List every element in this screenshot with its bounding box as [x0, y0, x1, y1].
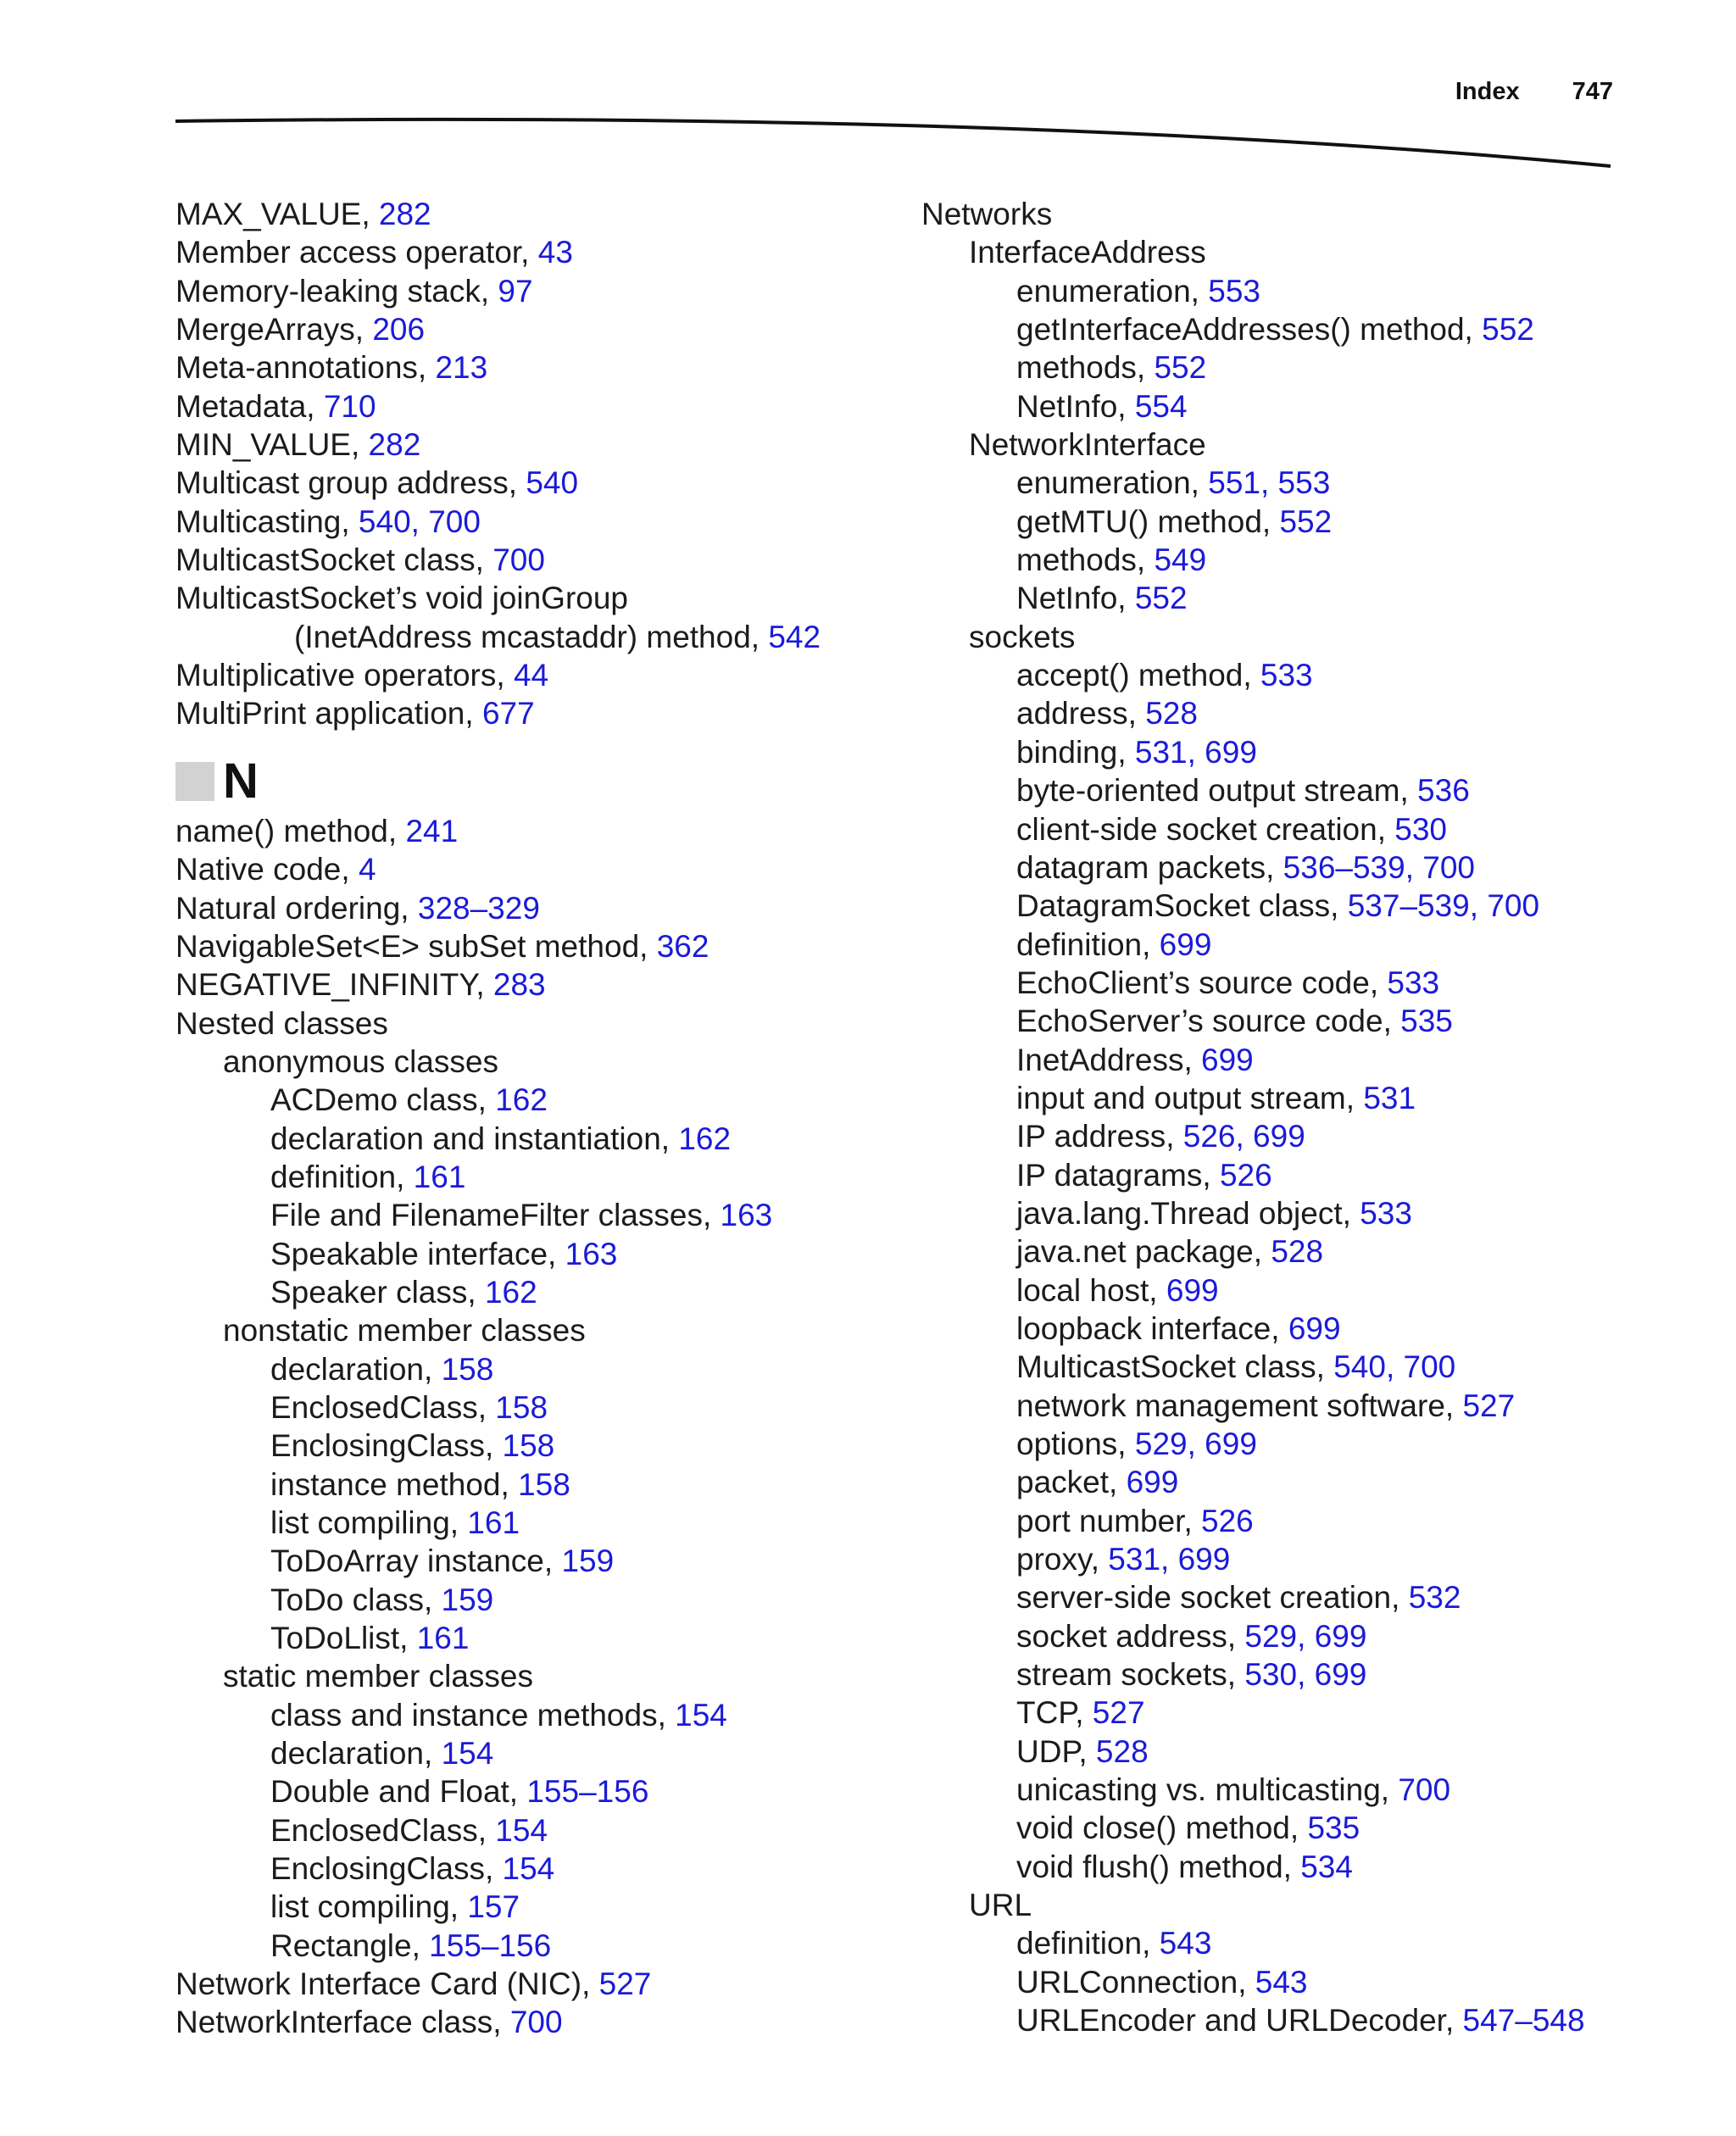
index-entry: [175, 1235, 921, 1273]
index-term: IP address,: [1016, 1119, 1183, 1154]
index-entry: [921, 464, 1684, 502]
index-entry: [175, 1004, 921, 1043]
index-term: EchoClient’s source code,: [1016, 965, 1388, 1000]
index-term: server-side socket creation,: [1016, 1580, 1409, 1616]
page-reference-link[interactable]: 533: [1260, 658, 1313, 693]
index-term: Nested classes: [175, 1005, 388, 1041]
index-entry: [921, 579, 1684, 617]
page-reference-link[interactable]: 536: [1417, 773, 1470, 809]
index-term: definition,: [1016, 926, 1160, 962]
page-reference-link[interactable]: 283: [492, 967, 546, 1003]
page-reference-link[interactable]: 162: [495, 1082, 548, 1118]
page-reference-link[interactable]: 552: [1482, 312, 1534, 348]
index-entry: [921, 541, 1684, 579]
index-entry: [921, 1232, 1684, 1271]
index-entry: [921, 1348, 1684, 1386]
index-entry: [921, 1271, 1684, 1310]
index-entry: [921, 1771, 1684, 1809]
index-entry: [175, 656, 921, 694]
index-entry: [175, 1158, 921, 1196]
index-entry: [921, 771, 1684, 809]
header-page-number: 747: [1572, 78, 1613, 105]
index-entry: [175, 310, 921, 348]
page-reference-link[interactable]: 699: [1126, 1465, 1179, 1500]
index-entry: [921, 1809, 1684, 1847]
index-entry: [175, 1196, 921, 1234]
index-term: anonymous classes: [223, 1043, 498, 1079]
index-list-n-entries: [175, 812, 921, 2042]
index-term: definition,: [270, 1159, 414, 1194]
index-entry: [921, 1655, 1684, 1694]
index-term: MIN_VALUE,: [175, 427, 369, 463]
index-entry: [921, 694, 1684, 732]
page-reference-link[interactable]: 553: [1208, 273, 1260, 309]
page-reference-link[interactable]: 530, 699: [1244, 1657, 1367, 1693]
index-term: NetInfo,: [1016, 581, 1135, 616]
page-reference-link[interactable]: 699: [1166, 1272, 1219, 1308]
index-entry: [175, 387, 921, 426]
page-reference-link[interactable]: 536–539, 700: [1283, 849, 1476, 885]
index-term: Network Interface Card (NIC),: [175, 1966, 599, 2002]
index-entry: [175, 1772, 921, 1811]
index-column-right: [921, 195, 1684, 2040]
index-entry: [175, 1504, 921, 1542]
index-entry: [921, 964, 1684, 1002]
index-entry: [175, 348, 921, 387]
index-term: ACDemo class,: [270, 1082, 496, 1118]
index-entry: [175, 233, 921, 271]
index-term: MultiPrint application,: [175, 696, 482, 731]
index-entry: [175, 927, 921, 965]
page-reference-link[interactable]: 206: [372, 312, 426, 348]
index-term: MulticastSocket class,: [1016, 1349, 1334, 1385]
index-term: ToDoLlist,: [270, 1621, 417, 1656]
page-reference-link[interactable]: 700: [509, 2005, 563, 2040]
index-entry: [921, 387, 1684, 426]
index-term: IP datagrams,: [1016, 1157, 1220, 1193]
page-reference-link[interactable]: 549: [1154, 542, 1207, 578]
index-term: getInterfaceAddresses() method,: [1016, 312, 1483, 348]
index-term: NetworkInterface class,: [175, 2005, 510, 2040]
page-reference-link[interactable]: 159: [561, 1544, 615, 1579]
index-entry: [921, 656, 1684, 694]
section-letter-heading: [175, 753, 921, 810]
page-reference-link[interactable]: 699: [1159, 926, 1212, 962]
page-reference-link[interactable]: 543: [1159, 1926, 1212, 1961]
page-reference-link[interactable]: 161: [413, 1159, 466, 1194]
index-term: accept() method,: [1016, 658, 1260, 693]
index-term: Multiplicative operators,: [175, 658, 514, 693]
index-entry: [175, 1696, 921, 1734]
index-list-networks-entries: [921, 195, 1684, 2040]
index-term: MergeArrays,: [175, 312, 373, 348]
index-term: port number,: [1016, 1503, 1202, 1538]
index-term: InetAddress,: [1016, 1042, 1202, 1077]
page-reference-link[interactable]: 154: [502, 1851, 555, 1887]
page-reference-link[interactable]: 554: [1134, 388, 1188, 424]
index-term: void close() method,: [1016, 1811, 1308, 1846]
index-term: list compiling,: [270, 1505, 468, 1540]
index-entry: [175, 1542, 921, 1580]
page-reference-link[interactable]: 532: [1408, 1580, 1461, 1616]
index-term: MAX_VALUE,: [175, 197, 379, 231]
index-term: MulticastSocket’s void joinGroup: [175, 581, 629, 616]
index-term: sockets: [969, 619, 1076, 654]
index-entry: [175, 812, 921, 850]
index-term: java.lang.Thread object,: [1016, 1195, 1360, 1231]
index-term: Rectangle,: [270, 1927, 430, 1963]
page-reference-link[interactable]: 4: [358, 852, 376, 887]
index-term: name() method,: [175, 813, 406, 848]
page-reference-link[interactable]: 157: [467, 1889, 520, 1925]
page-reference-link[interactable]: 677: [481, 696, 535, 731]
index-entry: [921, 1463, 1684, 1501]
index-entry: [175, 1427, 921, 1465]
page-reference-link[interactable]: 533: [1387, 965, 1440, 1000]
page-reference-link[interactable]: 534: [1300, 1849, 1353, 1884]
page-reference-link[interactable]: 700: [1398, 1772, 1451, 1808]
page-reference-link[interactable]: 540: [526, 465, 579, 501]
index-term: network management software,: [1016, 1388, 1463, 1423]
letter-heading-text: N: [223, 753, 259, 809]
index-entry: [921, 1387, 1684, 1425]
index-entry: [175, 1811, 921, 1850]
index-entry: [175, 426, 921, 464]
index-term: NetInfo,: [1016, 388, 1135, 424]
index-term: methods,: [1016, 350, 1155, 386]
index-entry: [921, 1002, 1684, 1040]
index-entry: [921, 1425, 1684, 1463]
index-entry: [921, 1578, 1684, 1616]
page-reference-link[interactable]: 44: [513, 658, 549, 693]
index-entry: [175, 272, 921, 310]
index-term: NEGATIVE_INFINITY,: [175, 967, 493, 1003]
index-term: definition,: [1016, 1926, 1160, 1961]
index-term: unicasting vs. multicasting,: [1016, 1772, 1399, 1808]
index-term: void flush() method,: [1016, 1849, 1301, 1884]
page-reference-link[interactable]: 531, 699: [1134, 734, 1257, 770]
index-term: proxy,: [1016, 1542, 1109, 1577]
index-entry: [921, 1886, 1684, 1924]
index-entry: [921, 1156, 1684, 1194]
index-entry: [175, 195, 921, 233]
index-entry: [921, 1194, 1684, 1232]
page-reference-link[interactable]: 213: [435, 350, 488, 386]
index-term: ToDo class,: [270, 1582, 442, 1617]
page-reference-link[interactable]: 552: [1134, 581, 1188, 616]
index-entry: [921, 887, 1684, 925]
index-entry: [175, 1311, 921, 1349]
index-term: Meta-annotations,: [175, 350, 436, 386]
index-entry: [921, 1733, 1684, 1771]
page-reference-link[interactable]: 527: [1462, 1388, 1516, 1423]
index-entry: [921, 310, 1684, 348]
index-entry: [175, 1657, 921, 1695]
index-term: EnclosingClass,: [270, 1851, 503, 1887]
index-entry: [921, 926, 1684, 964]
page-reference-link[interactable]: 158: [502, 1428, 555, 1464]
page-reference-link[interactable]: 531, 699: [1108, 1542, 1231, 1577]
index-term: nonstatic member classes: [223, 1313, 586, 1349]
index-entry: [921, 1540, 1684, 1578]
index-term: NetworkInterface: [969, 427, 1206, 463]
index-entry: [921, 233, 1684, 271]
page-reference-link[interactable]: 535: [1307, 1811, 1360, 1846]
index-entry: [175, 1888, 921, 1926]
index-entry: [175, 618, 921, 656]
index-term: declaration and instantiation,: [270, 1121, 679, 1156]
page-reference-link[interactable]: 241: [405, 813, 459, 848]
page-reference-link[interactable]: 547–548: [1462, 2003, 1585, 2039]
index-term: static member classes: [223, 1659, 533, 1694]
index-entry: [175, 1350, 921, 1388]
page-reference-link[interactable]: 526, 699: [1182, 1119, 1305, 1154]
page-reference-link[interactable]: 158: [441, 1351, 494, 1387]
page-reference-link[interactable]: 328–329: [417, 890, 540, 926]
page-reference-link[interactable]: 154: [495, 1812, 548, 1848]
index-entry: [175, 965, 921, 1004]
index-entry: [175, 1273, 921, 1311]
page-reference-link[interactable]: 699: [1288, 1310, 1341, 1346]
page-reference-link[interactable]: 540, 700: [1333, 1349, 1456, 1385]
index-term: Metadata,: [175, 388, 324, 424]
index-entry: [175, 1043, 921, 1081]
index-entry: [921, 848, 1684, 887]
page-reference-link[interactable]: 552: [1154, 350, 1207, 386]
index-term: URLConnection,: [1016, 1964, 1255, 2000]
page-reference-link[interactable]: 526: [1219, 1157, 1272, 1193]
index-term: ToDoArray instance,: [270, 1544, 562, 1579]
page-reference-link[interactable]: 43: [537, 235, 573, 270]
index-entry: [175, 1619, 921, 1657]
page-reference-link[interactable]: 528: [1145, 696, 1198, 731]
index-entry: [175, 694, 921, 732]
index-entry: [921, 1694, 1684, 1732]
index-entry: [921, 1041, 1684, 1079]
index-term: local host,: [1016, 1272, 1166, 1308]
index-term: InterfaceAddress: [969, 235, 1206, 270]
index-term: binding,: [1016, 734, 1135, 770]
index-term: EchoServer’s source code,: [1016, 1004, 1401, 1039]
index-entry: [175, 464, 921, 502]
page-reference-link[interactable]: 528: [1271, 1234, 1324, 1270]
index-entry: [921, 1310, 1684, 1348]
index-term: methods,: [1016, 542, 1155, 578]
index-term: Native code,: [175, 852, 359, 887]
letter-marker-box: [175, 762, 214, 801]
index-entry: [921, 2001, 1684, 2039]
page-reference-link[interactable]: 158: [518, 1466, 570, 1502]
index-term: getMTU() method,: [1016, 503, 1280, 539]
page-reference-link[interactable]: 531: [1363, 1080, 1416, 1115]
page-reference-link[interactable]: 543: [1255, 1964, 1308, 2000]
page-reference-link[interactable]: 699: [1201, 1042, 1254, 1077]
index-column-left: [175, 195, 921, 2042]
page-reference-link[interactable]: 159: [441, 1582, 494, 1617]
index-term: UDP,: [1016, 1733, 1096, 1769]
page-reference-link[interactable]: 163: [565, 1236, 618, 1271]
index-term: EnclosingClass,: [270, 1428, 503, 1464]
page-reference-link[interactable]: 162: [678, 1121, 732, 1156]
index-term: declaration,: [270, 1736, 442, 1772]
index-entry: [175, 1388, 921, 1427]
header-section-title: Index: [1455, 78, 1520, 105]
index-entry: [921, 810, 1684, 848]
page-reference-link[interactable]: 527: [1092, 1695, 1145, 1731]
index-entry: [921, 1924, 1684, 1962]
page-reference-link[interactable]: 527: [598, 1966, 652, 2002]
index-entry: [921, 1079, 1684, 1117]
page-reference-link[interactable]: 710: [323, 388, 376, 424]
index-entry: [921, 1848, 1684, 1886]
header-rule: [0, 0, 1736, 186]
index-term: declaration,: [270, 1351, 442, 1387]
index-term: Multicasting,: [175, 503, 359, 539]
index-term: TCP,: [1016, 1695, 1093, 1731]
index-entry: [175, 1927, 921, 1965]
index-term: address,: [1016, 696, 1146, 731]
index-term: client-side socket creation,: [1016, 811, 1395, 847]
index-term: loopback interface,: [1016, 1310, 1288, 1346]
index-entry: [921, 195, 1684, 233]
index-entry: [175, 1965, 921, 2003]
page-reference-link[interactable]: 530: [1394, 811, 1447, 847]
page-reference-link[interactable]: 154: [441, 1736, 494, 1772]
index-term: Natural ordering,: [175, 890, 418, 926]
page-reference-link[interactable]: 362: [656, 928, 709, 964]
index-entry: [175, 1581, 921, 1619]
index-entry: [921, 503, 1684, 541]
index-term: Member access operator,: [175, 235, 538, 270]
index-entry: [921, 1502, 1684, 1540]
index-term: URLEncoder and URLDecoder,: [1016, 2003, 1463, 2039]
index-term: datagram packets,: [1016, 849, 1283, 885]
index-term: EnclosedClass,: [270, 1389, 496, 1425]
page-reference-link[interactable]: 540, 700: [358, 503, 481, 539]
index-term: File and FilenameFilter classes,: [270, 1198, 721, 1233]
index-entry: [175, 1734, 921, 1772]
index-term: Speakable interface,: [270, 1236, 565, 1271]
index-entry: [175, 579, 921, 617]
index-entry: [175, 2003, 921, 2041]
index-entry: [175, 1466, 921, 1504]
page-reference-link[interactable]: 537–539, 700: [1347, 888, 1540, 924]
page-reference-link[interactable]: 528: [1095, 1733, 1149, 1769]
index-term: enumeration,: [1016, 273, 1209, 309]
index-term: (InetAddress mcastaddr) method,: [294, 619, 769, 654]
index-term: instance method,: [270, 1466, 519, 1502]
index-entry: [921, 733, 1684, 771]
index-term: java.net package,: [1016, 1234, 1271, 1270]
page-reference-link[interactable]: 535: [1400, 1004, 1453, 1039]
index-entry: [921, 1963, 1684, 2001]
index-entry: [175, 850, 921, 888]
index-entry: [921, 1617, 1684, 1655]
index-term: class and instance methods,: [270, 1697, 676, 1733]
index-entry: [175, 541, 921, 579]
index-entry: [175, 1081, 921, 1119]
page-reference-link[interactable]: 163: [720, 1198, 773, 1233]
page-reference-link[interactable]: 158: [495, 1389, 548, 1425]
index-term: Multicast group address,: [175, 465, 526, 501]
index-term: Memory-leaking stack,: [175, 273, 498, 309]
index-term: stream sockets,: [1016, 1657, 1245, 1693]
page-reference-link[interactable]: 162: [484, 1274, 537, 1310]
page-reference-link[interactable]: 155–156: [429, 1927, 552, 1963]
index-term: URL: [969, 1888, 1032, 1923]
index-term: packet,: [1016, 1465, 1127, 1500]
page-reference-link[interactable]: 282: [378, 197, 431, 231]
index-entry: [175, 1120, 921, 1158]
index-term: Speaker class,: [270, 1274, 485, 1310]
page-reference-link[interactable]: 526: [1201, 1503, 1254, 1538]
page-reference-link[interactable]: 700: [492, 542, 545, 578]
index-list-m-entries: [175, 195, 921, 733]
page-reference-link[interactable]: 154: [675, 1697, 727, 1733]
index-term: MulticastSocket class,: [175, 542, 493, 578]
index-entry: [921, 348, 1684, 387]
index-term: Double and Float,: [270, 1774, 527, 1810]
index-term: list compiling,: [270, 1889, 468, 1925]
index-term: socket address,: [1016, 1618, 1245, 1654]
index-term: options,: [1016, 1427, 1135, 1461]
page-reference-link[interactable]: 155–156: [526, 1774, 649, 1810]
page-reference-link[interactable]: 282: [368, 427, 421, 463]
page-reference-link[interactable]: 529, 699: [1244, 1618, 1367, 1654]
page-reference-link[interactable]: 529, 699: [1134, 1427, 1257, 1461]
page-reference-link[interactable]: 533: [1360, 1195, 1412, 1231]
index-term: DatagramSocket class,: [1016, 888, 1348, 924]
index-term: byte-oriented output stream,: [1016, 773, 1418, 809]
page-reference-link[interactable]: 97: [498, 273, 533, 309]
index-term: input and output stream,: [1016, 1080, 1364, 1115]
index-term: Networks: [921, 197, 1053, 231]
index-term: enumeration,: [1016, 465, 1209, 501]
page-reference-link[interactable]: 161: [467, 1505, 520, 1540]
index-entry: [921, 426, 1684, 464]
page-reference-link[interactable]: 161: [416, 1621, 470, 1656]
index-entry: [175, 1850, 921, 1888]
index-entry: [921, 618, 1684, 656]
index-term: EnclosedClass,: [270, 1812, 496, 1848]
page-reference-link[interactable]: 552: [1279, 503, 1333, 539]
page-reference-link[interactable]: 542: [768, 619, 821, 654]
index-entry: [175, 889, 921, 927]
index-entry: [175, 503, 921, 541]
index-term: NavigableSet<E> subSet method,: [175, 928, 657, 964]
index-entry: [921, 272, 1684, 310]
page-reference-link[interactable]: 551, 553: [1208, 465, 1331, 501]
index-entry: [921, 1117, 1684, 1155]
